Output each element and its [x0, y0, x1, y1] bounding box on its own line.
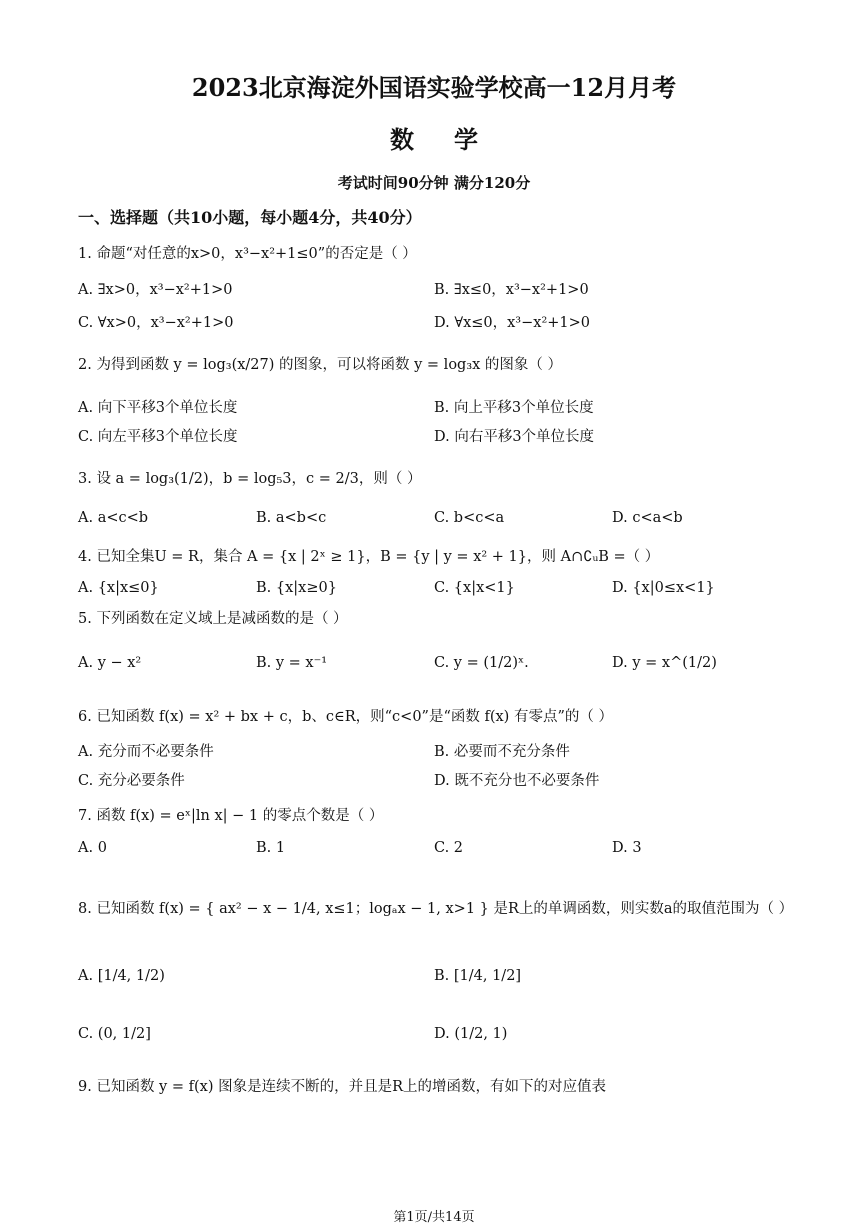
- q4-option-b: B. {x|x≥0}: [256, 580, 337, 596]
- q7-option-a: A. 0: [78, 840, 107, 856]
- q8-option-a: A. [1/4, 1/2): [78, 968, 165, 984]
- q5-option-d: D. y = x^(1/2): [612, 655, 717, 671]
- q1-option-a: A. ∃x>0，x³−x²+1>0: [78, 282, 233, 298]
- exam-meta: 考试时间90分钟 满分120分: [337, 174, 531, 192]
- q6-option-d: D. 既不充分也不必要条件: [434, 773, 600, 789]
- q8-option-d: D. (1/2, 1): [434, 1026, 508, 1042]
- question-5: 5. 下列函数在定义域上是减函数的是（ ）: [78, 611, 348, 627]
- question-6: 6. 已知函数 f(x) = x² + bx + c，b、c∈R，则“c<0”是“函数 f(x) 有零点”的（ ）: [78, 709, 613, 725]
- q6-option-c: C. 充分必要条件: [78, 773, 185, 789]
- q7-option-d: D. 3: [612, 840, 642, 856]
- q1-option-c: C. ∀x>0，x³−x²+1>0: [78, 315, 234, 331]
- q2-option-a: A. 向下平移3个单位长度: [78, 400, 238, 416]
- q3-option-a: A. a<c<b: [78, 510, 149, 526]
- q4-option-c: C. {x|x<1}: [434, 580, 515, 596]
- question-8: 8. 已知函数 f(x) = { ax² − x − 1/4, x≤1；logₐx − 1, x>1 } 是R上的单调函数，则实数a的取值范围为（ ）: [78, 901, 794, 917]
- q6-option-b: B. 必要而不充分条件: [434, 744, 570, 760]
- page-title: 2023北京海淀外国语实验学校高一12月月考: [191, 73, 677, 102]
- q5-option-b: B. y = x⁻¹: [256, 655, 328, 671]
- q2-option-b: B. 向上平移3个单位长度: [434, 400, 594, 416]
- q1-option-d: D. ∀x≤0，x³−x²+1>0: [434, 315, 591, 331]
- q6-option-a: A. 充分而不必要条件: [78, 744, 214, 760]
- q7-option-c: C. 2: [434, 840, 464, 856]
- page-footer: 第1页/共14页: [393, 1210, 475, 1225]
- q3-option-b: B. a<b<c: [256, 510, 327, 526]
- question-2: 2. 为得到函数 y = log₃(x/27) 的图象，可以将函数 y = log₃x 的图象（ ）: [78, 357, 563, 373]
- question-1: 1. 命题“对任意的x>0，x³−x²+1≤0”的否定是（ ）: [78, 246, 417, 262]
- q8-option-b: B. [1/4, 1/2]: [434, 968, 522, 984]
- q4-option-d: D. {x|0≤x<1}: [612, 580, 715, 596]
- q5-option-c: C. y = (1/2)ˣ.: [434, 655, 529, 671]
- question-9: 9. 已知函数 y = f(x) 图象是连续不断的，并且是R上的增函数，有如下的对应值表: [78, 1079, 606, 1095]
- section-heading: 一、选择题（共10小题，每小题4分，共40分）: [78, 208, 422, 227]
- q2-option-c: C. 向左平移3个单位长度: [78, 429, 238, 445]
- q3-option-c: C. b<c<a: [434, 510, 505, 526]
- subject-heading: 数学: [390, 125, 518, 154]
- q8-option-c: C. (0, 1/2]: [78, 1026, 151, 1042]
- q2-option-d: D. 向右平移3个单位长度: [434, 429, 595, 445]
- q4-option-a: A. {x|x≤0}: [78, 580, 159, 596]
- q1-option-b: B. ∃x≤0，x³−x²+1>0: [434, 282, 589, 298]
- question-3: 3. 设 a = log₃(1/2)，b = log₅3，c = 2/3，则（ ）: [78, 471, 422, 487]
- q3-option-d: D. c<a<b: [612, 510, 683, 526]
- question-4: 4. 已知全集U = R，集合 A = {x | 2ˣ ≥ 1}，B = {y | y = x² + 1}，则 A∩∁ᵤB =（ ）: [78, 549, 660, 565]
- q5-option-a: A. y − x²: [78, 655, 142, 671]
- q7-option-b: B. 1: [256, 840, 286, 856]
- question-7: 7. 函数 f(x) = eˣ|ln x| − 1 的零点个数是（ ）: [78, 808, 384, 824]
